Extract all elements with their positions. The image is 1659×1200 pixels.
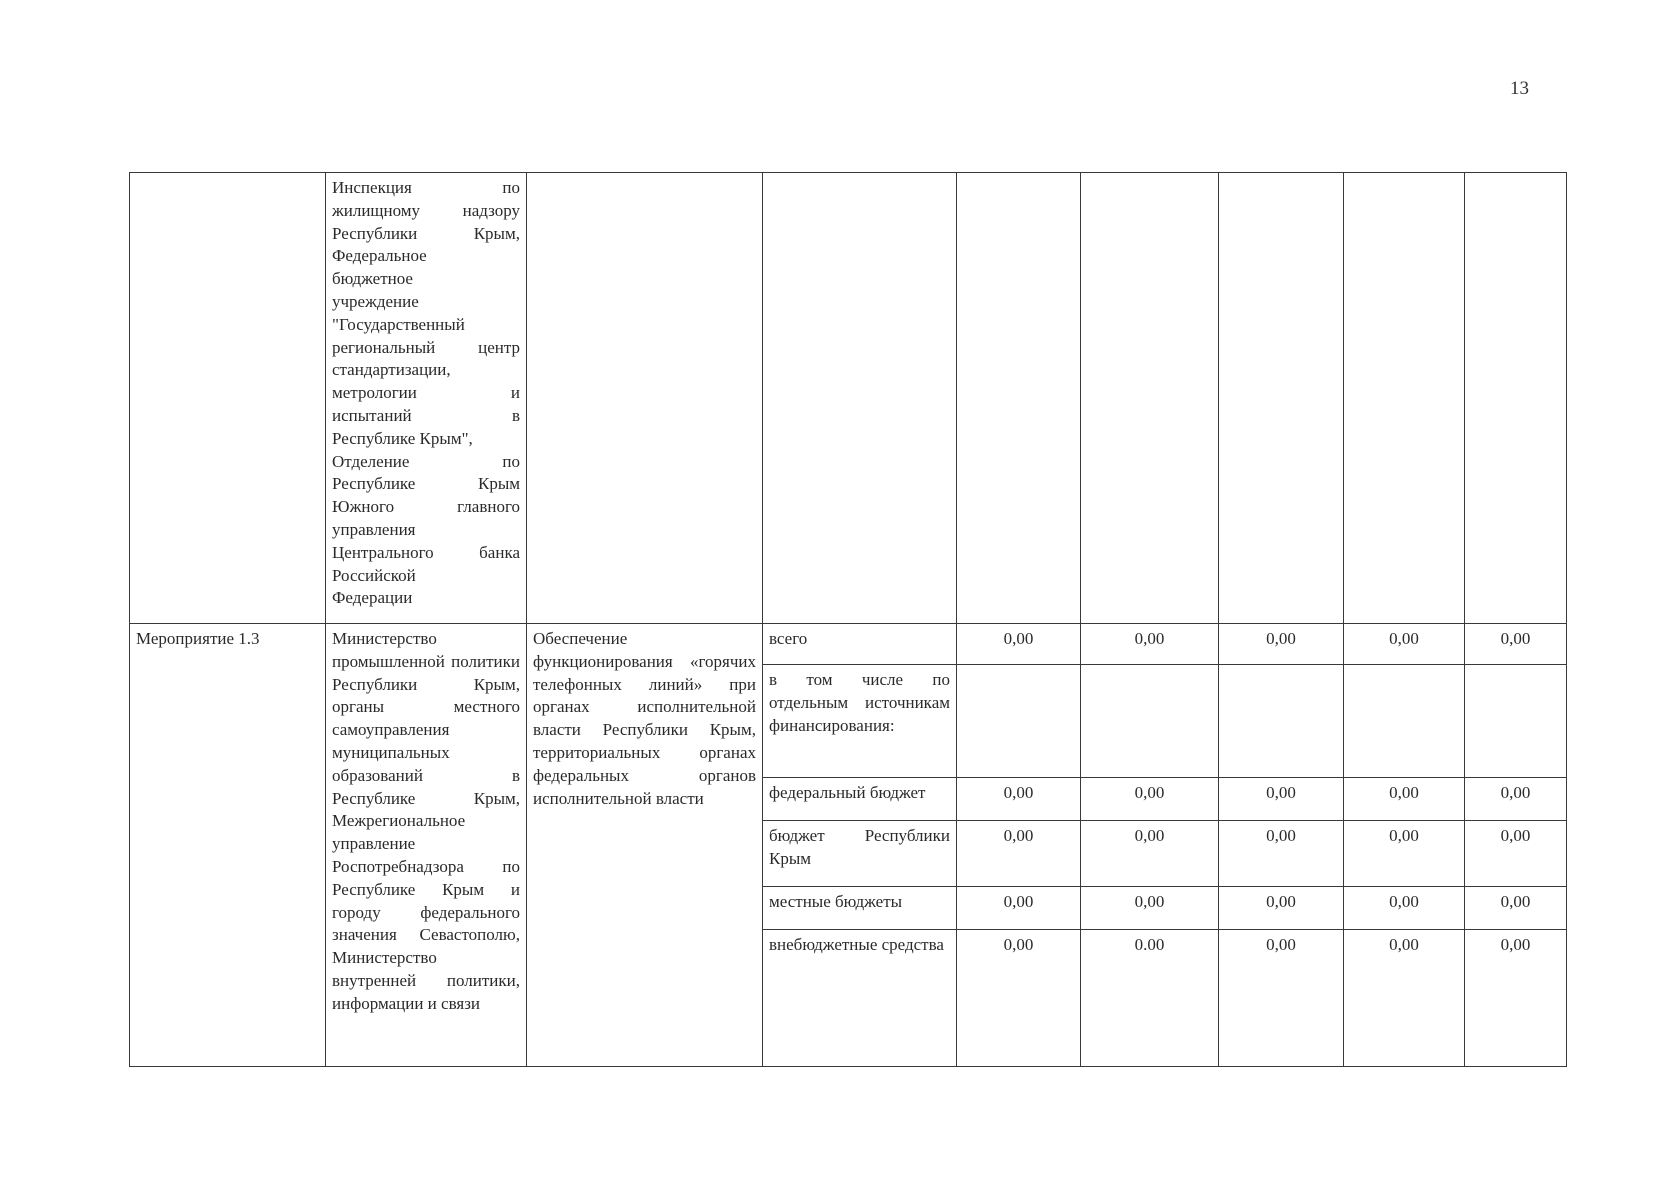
funding-value: 0,00 [1219, 930, 1344, 1067]
executor-line: Российской [332, 565, 416, 585]
executor-line: "Государственный [332, 314, 465, 334]
funding-value: 0,00 [1344, 778, 1465, 821]
executor-line: Отделение по [332, 451, 520, 471]
funding-value: 0,00 [1219, 821, 1344, 887]
executor-line: метрологии и [332, 383, 520, 403]
executor-line: стандартизации, [332, 360, 451, 380]
funding-value: 0,00 [957, 821, 1081, 887]
funding-value: 0,00 [957, 887, 1081, 930]
funding-value: 0,00 [1081, 778, 1219, 821]
funding-value: 0,00 [1344, 930, 1465, 1067]
funding-value: 0,00 [1081, 624, 1219, 665]
executor-line: Центрального банка [332, 542, 520, 562]
funding-value: 0,00 [1219, 624, 1344, 665]
funding-value: 0,00 [1344, 887, 1465, 930]
page-number: 13 [1510, 78, 1529, 99]
measure-name-cell: Мероприятие 1.3 [130, 624, 326, 1067]
measure-description-cell: Обеспечение функционирования «горячих телефонных линий» при органах исполнительной власти Республики Крым, территориальных органах федеральных органов исполнительной власти [527, 624, 763, 1067]
funding-value: 0,00 [1081, 887, 1219, 930]
executor-line: Республики Крым, [332, 223, 520, 243]
funding-value [1219, 665, 1344, 778]
executor-line: учреждение [332, 291, 419, 311]
measure-name-cell-empty [130, 173, 326, 624]
program-measures-table [129, 172, 1567, 1067]
funding-value: 0.00 [1081, 930, 1219, 1067]
funding-value: 0,00 [1465, 778, 1567, 821]
funding-value: 0,00 [1465, 887, 1567, 930]
funding-source: местные бюджеты [763, 887, 957, 930]
funding-value: 0,00 [957, 930, 1081, 1067]
funding-value [1465, 665, 1567, 778]
executor-line: региональный центр [332, 337, 520, 357]
funding-value [1344, 665, 1465, 778]
continuation-row [130, 173, 1567, 624]
funding-value: 0,00 [957, 778, 1081, 821]
executor-line: бюджетное [332, 269, 413, 289]
description-cell-empty [527, 173, 763, 624]
executor-line: Республике Крым [332, 474, 520, 494]
executor-line: Инспекция по [332, 178, 520, 197]
funding-value: 0,00 [957, 624, 1081, 665]
funding-value: 0,00 [1344, 821, 1465, 887]
funding-source: всего [763, 624, 957, 665]
measure-executors-cell: Министерство промышленной политики Республики Крым, органы местного самоуправления муниципальных образований в Республике Крым, Межрегиональное управление Роспотребнадзора по Республике Крым и городу федерального значения Севастополю, Министерство внутренней политики, информации и связи [326, 624, 527, 1067]
source-cell-empty [763, 173, 957, 624]
funding-source: федеральный бюджет [763, 778, 957, 821]
executor-line: Республике Крым", [332, 428, 473, 448]
funding-value [957, 665, 1081, 778]
executor-line: жилищному надзору [332, 200, 520, 220]
value-cell-empty [1081, 173, 1219, 624]
funding-value: 0,00 [1219, 778, 1344, 821]
value-cell-empty [1219, 173, 1344, 624]
executor-line: управления [332, 519, 416, 539]
executor-line: Федерации [332, 588, 413, 608]
funding-value: 0,00 [1081, 821, 1219, 887]
executor-line: Южного главного [332, 497, 520, 517]
value-cell-empty [957, 173, 1081, 624]
funding-value: 0,00 [1465, 930, 1567, 1067]
value-cell-empty [1465, 173, 1567, 624]
funding-value: 0,00 [1465, 624, 1567, 665]
funding-source: в том числе по отдельным источникам финансирования: [763, 665, 957, 778]
executor-line: Федеральное [332, 246, 427, 266]
executor-line: испытаний в [332, 405, 520, 425]
executor-cell-continued [326, 173, 527, 624]
funding-value: 0,00 [1219, 887, 1344, 930]
funding-source: внебюджетные средства [763, 930, 957, 1067]
funding-value [1081, 665, 1219, 778]
funding-row-total [130, 624, 1567, 665]
funding-source: бюджет Республики Крым [763, 821, 957, 887]
funding-value: 0,00 [1344, 624, 1465, 665]
funding-value: 0,00 [1465, 821, 1567, 887]
value-cell-empty [1344, 173, 1465, 624]
